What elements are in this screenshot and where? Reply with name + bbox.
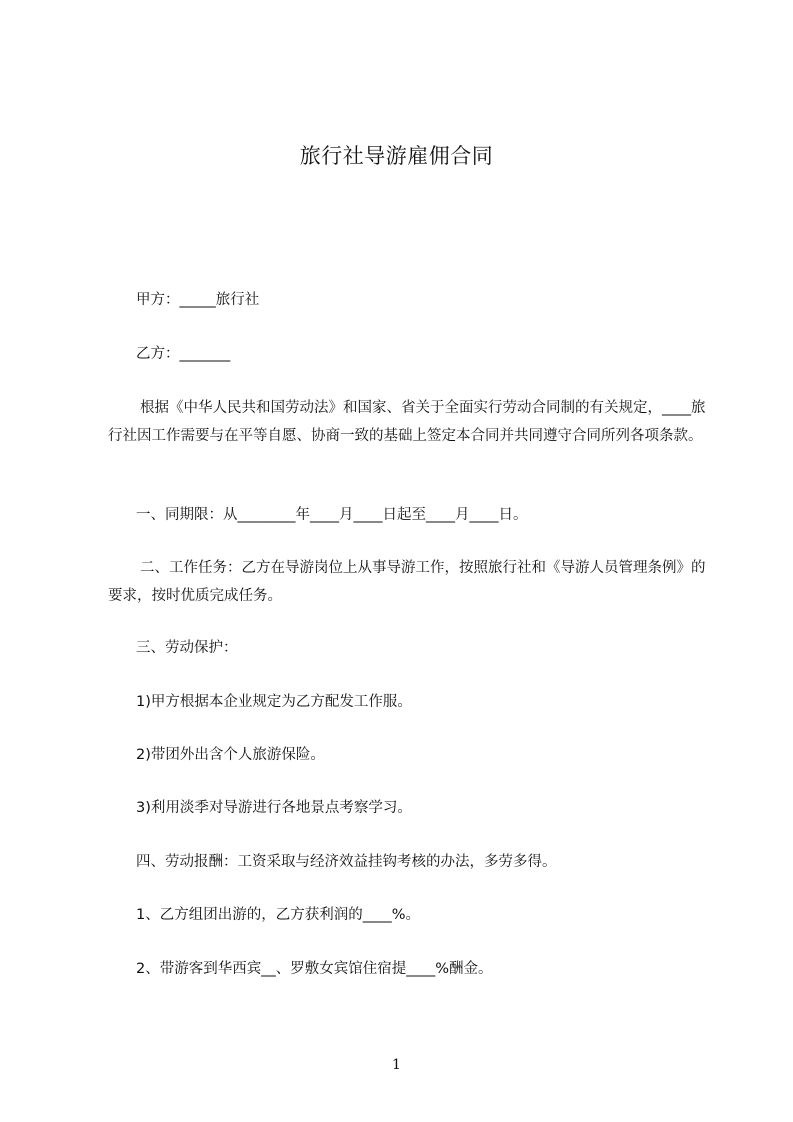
- section-duties: 二、工作任务：乙方在导游岗位上从事导游工作，按照旅行社和《导游人员管理条例》的要求，按时优质完成任务。: [108, 560, 706, 604]
- section-labor-protection: 三、劳动保护：: [136, 640, 238, 656]
- document-title: 旅行社导游雇佣合同: [299, 144, 494, 168]
- section-remuneration: 四、劳动报酬：工资采取与经济效益挂钩考核的办法，多劳多得。: [136, 854, 557, 870]
- list-item: 1、乙方组团出游的，乙方获利润的____%。: [136, 907, 421, 923]
- party-b-line: 乙方：_______: [136, 346, 231, 362]
- page-number: 1: [392, 1057, 401, 1073]
- list-item: 1)甲方根据本企业规定为乙方配发工作服。: [136, 694, 412, 710]
- list-item: 2、带游客到华西宾__、罗敷女宾馆住宿提____%酬金。: [136, 961, 493, 977]
- list-item: 2)带团外出含个人旅游保险。: [136, 747, 325, 763]
- list-item: 3)利用淡季对导游进行各地景点考察学习。: [136, 800, 412, 816]
- intro-paragraph: 根据《中华人民共和国劳动法》和国家、省关于全面实行劳动合同制的有关规定，____旅行社因工作需要与在平等自愿、协商一致的基础上签定本合同并共同遵守合同所列各项条款。: [108, 400, 706, 444]
- party-a-line: 甲方：_____旅行社: [136, 292, 260, 308]
- section-term: 一、同期限：从________年____月____日起至____月____日。: [136, 507, 528, 523]
